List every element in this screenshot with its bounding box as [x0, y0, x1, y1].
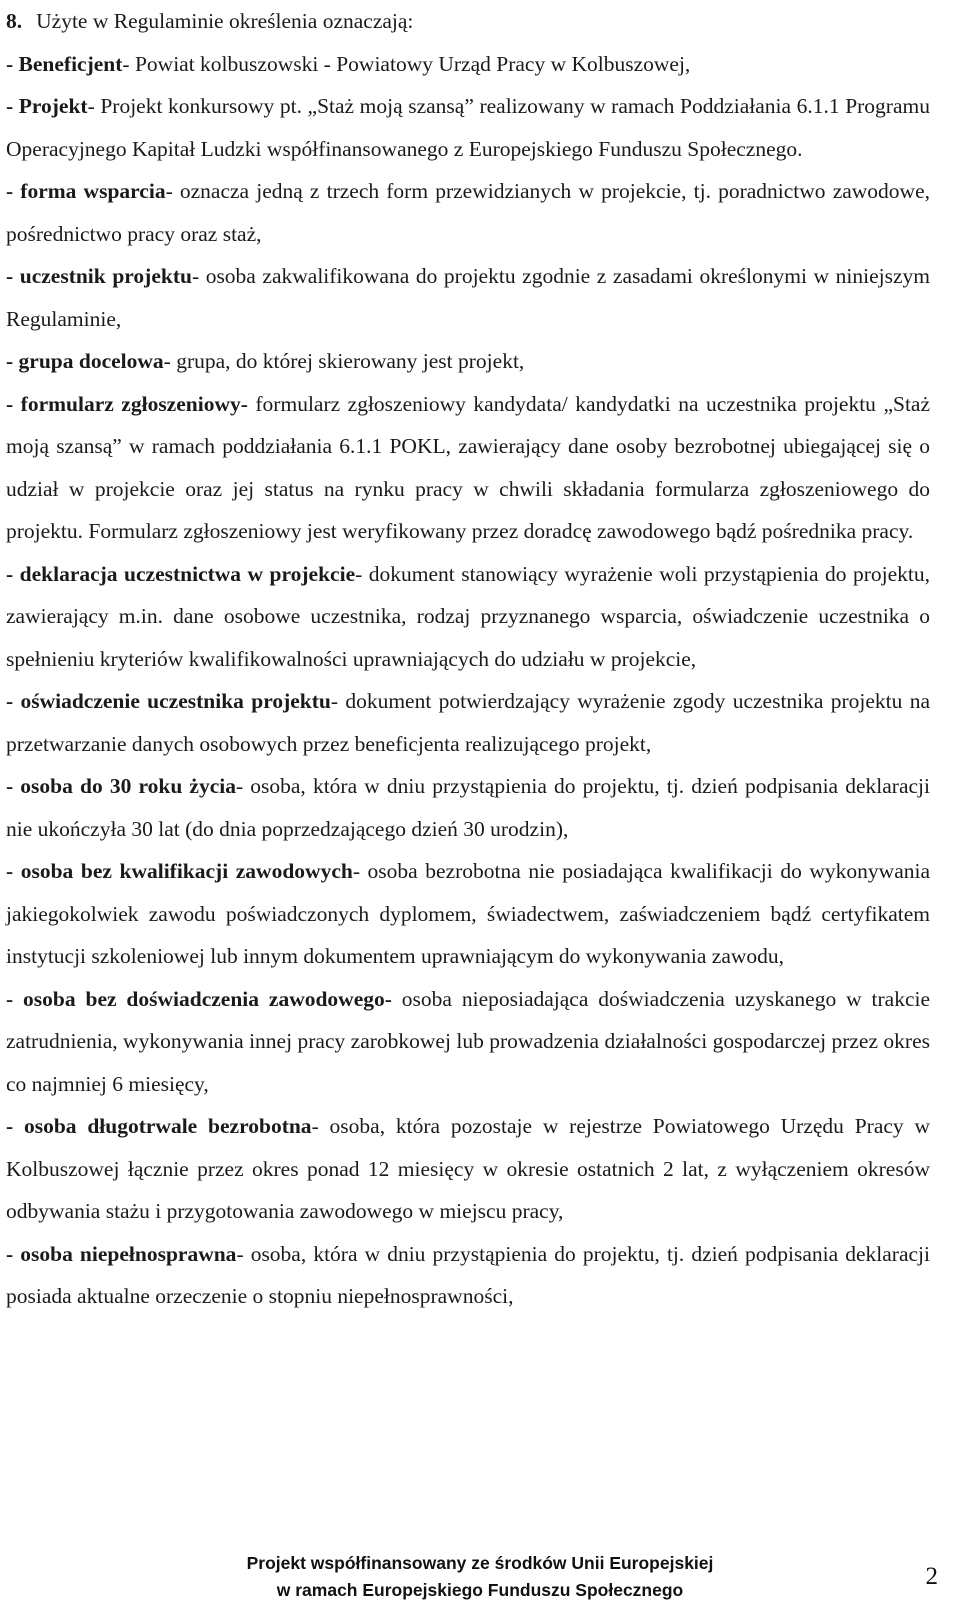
definition-term: - osoba niepełnosprawna [6, 1241, 237, 1266]
section-number: 8. [6, 9, 23, 33]
definition-term: - osoba długotrwale bezrobotna [6, 1114, 312, 1138]
definition-text: - grupa, do której skierowany jest projekt, [163, 349, 525, 373]
page-number: 2 [925, 1563, 938, 1590]
definition-text: - Projekt konkursowy pt. „Staż moją szansą” realizowany w ramach Poddziałania 6.1.1 Programu Operacyjnego Kapitał Ludzki współfinansowanego z Europejskiego Funduszu Społecznego. [6, 94, 930, 161]
definition-term: - uczestnik projektu [6, 264, 192, 288]
definition-text: - osoba, która w dniu przystąpienia do projektu, tj. dzień podpisania deklaracji posiada aktualne orzeczenie o stopniu niepełnosprawności, [6, 1241, 930, 1308]
definition-item [6, 978, 930, 1106]
definition-item [6, 1105, 930, 1233]
definition-item [6, 255, 930, 340]
definition-item [6, 383, 930, 553]
definition-text: - osoba, która w dniu przystąpienia do projektu, tj. dzień podpisania deklaracji nie ukończyła 30 lat (do dnia poprzedzającego dzień 30 urodzin), [6, 774, 930, 841]
definition-item [6, 1233, 930, 1318]
definition-item [6, 850, 930, 978]
page-footer [0, 1550, 960, 1604]
definition-term: - osoba do 30 roku życia [6, 774, 236, 798]
definition-term: - formularz zgłoszeniowy- [6, 391, 248, 416]
definition-term: - osoba bez doświadczenia zawodowego- [6, 986, 392, 1011]
definition-text: - oznacza jedną z trzech form przewidzianych w projekcie, tj. poradnictwo zawodowe, pośrednictwo pracy oraz staż, [6, 179, 930, 246]
definition-term: - Beneficjent [6, 51, 123, 76]
definition-text: osoba nieposiadająca doświadczenia uzyskanego w trakcie zatrudnienia, wykonywania innej pracy zarobkowej lub prowadzenia działalności gospodarczej przez okres co najmniej 6 miesięcy, [6, 986, 931, 1096]
definition-text: - dokument stanowiący wyrażenie woli przystąpienia do projektu, zawierający m.in. dane osobowe uczestnika, rodzaj przyznanego wsparcia, oświadczenie uczestnika o spełnieniu kryteriów kwalifikowalności uprawniających do udziału w projekcie, [6, 561, 930, 671]
definition-text: - osoba, która pozostaje w rejestrze Powiatowego Urzędu Pracy w Kolbuszowej łącznie przez okres ponad 12 miesięcy w okresie ostatnich 2 lat, z wyłączeniem okresów odbywania stażu i przygotowania zawodowego w miejscu pracy, [6, 1114, 931, 1223]
definition-item [6, 680, 930, 765]
definition-item [6, 340, 930, 383]
footer-line-2: w ramach Europejskiego Funduszu Społecznego [276, 1580, 684, 1600]
definition-item [6, 553, 930, 681]
definition-text: - Powiat kolbuszowski - Powiatowy Urząd Pracy w Kolbuszowej, [122, 51, 691, 76]
section-title: Użyte w Regulaminie określenia oznaczają: [36, 9, 414, 33]
definition-term: - forma wsparcia [6, 179, 166, 203]
definition-term: - deklaracja uczestnictwa w projekcie [6, 561, 356, 586]
footer-line-1: Projekt współfinansowany ze środków Unii Europejskiej [246, 1553, 714, 1573]
definition-text: - osoba bezrobotna nie posiadająca kwalifikacji do wykonywania jakiegokolwiek zawodu poświadczonych dyplomem, świadectwem, zaświadczeniem bądź certyfikatem instytucji szkoleniowej lub innym dokumentem uprawniającym do wykonywania zawodu, [6, 859, 931, 968]
definition-text: - dokument potwierdzający wyrażenie zgody uczestnika projektu na przetwarzanie danych osobowych przez beneficjenta realizującego projekt, [6, 689, 930, 756]
definition-term: - grupa docelowa [6, 349, 164, 373]
definition-text: formularz zgłoszeniowy kandydata/ kandydatki na uczestnika projektu „Staż moją szansą” w ramach poddziałania 6.1.1 POKL, zawierający dane osoby bezrobotnej ubiegającej się o udział w projekcie oraz jej status na rynku pracy w chwili składania formularza zgłoszeniowego do projektu. Formularz zgłoszeniowy jest weryfikowany przez doradcę zawodowego bądź pośrednika pracy. [6, 391, 931, 543]
definition-item [6, 85, 930, 170]
section-heading [6, 0, 930, 43]
definition-term: - Projekt [6, 94, 88, 118]
definition-item [6, 170, 930, 255]
definition-term: - osoba bez kwalifikacji zawodowych [6, 859, 353, 883]
definition-text: - osoba zakwalifikowana do projektu zgodnie z zasadami określonymi w niniejszym Regulaminie, [6, 264, 930, 331]
definition-item [6, 43, 930, 86]
definition-item [6, 765, 930, 850]
document-body [6, 0, 930, 1318]
definition-term: - oświadczenie uczestnika projektu [6, 689, 331, 713]
